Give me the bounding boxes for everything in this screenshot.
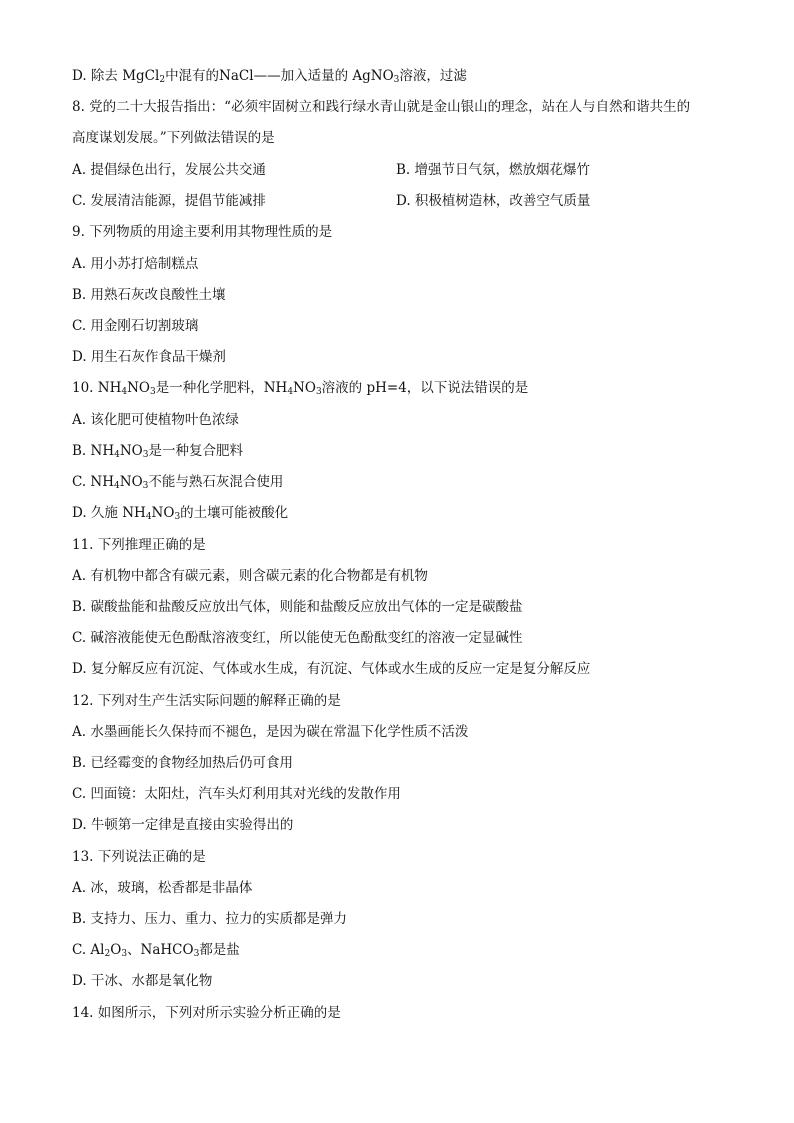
q12-option-a: A. 水墨画能长久保持而不褪色，是因为碳在常温下化学性质不活泼 [72,724,469,740]
q8-option-b: B. 增强节日气氛，燃放烟花爆竹 [396,162,591,178]
q10-stem: 10. $NH_4NO_3$是一种化学肥料，$NH_4NO_3$溶液的 pH=4，以下说法错误的是 [72,380,529,397]
q11-option-a: A. 有机物中都含有碳元素，则含碳元素的化合物都是有机物 [72,568,428,584]
q10-option-c: C. $NH_4NO_3$不能与熟石灰混合使用 [72,474,284,491]
q12-option-c: C. 凹面镜：太阳灶，汽车头灯利用其对光线的发散作用 [72,786,401,802]
q12-stem: 12. 下列对生产生活实际问题的解释正确的是 [72,693,341,709]
q9-option-b: B. 用熟石灰改良酸性土壤 [72,287,226,303]
q11-option-c: C. 碱溶液能使无色酚酞溶液变红，所以能使无色酚酞变红的溶液一定显碱性 [72,630,523,646]
q7-option-d: D. 除去 MgCl$_2$中混有的NaCl——加入适量的 AgNO$_3$溶液，过滤 [72,68,467,85]
q9-stem: 9. 下列物质的用途主要利用其物理性质的是 [72,224,333,240]
q8-stem-line2: 高度谋划发展。”下列做法错误的是 [72,130,275,146]
q13-stem: 13. 下列说法正确的是 [72,849,206,865]
q10-option-d: D. 久施 $NH_4NO_3$的土壤可能被酸化 [72,505,289,522]
q10-option-b: B. $NH_4NO_3$是一种复合肥料 [72,443,243,460]
q12-option-b: B. 已经霉变的食物经加热后仍可食用 [72,755,294,771]
q10-option-a: A. 该化肥可使植物叶色浓绿 [72,412,239,428]
q11-stem: 11. 下列推理正确的是 [72,537,206,553]
q8-option-d: D. 积极植树造林，改善空气质量 [396,193,591,209]
q11-option-d: D. 复分解反应有沉淀、气体或水生成，有沉淀、气体或水生成的反应一定是复分解反应 [72,661,591,677]
q12-option-d: D. 牛顿第一定律是直接由实验得出的 [72,817,294,833]
q13-option-a: A. 冰，玻璃，松香都是非晶体 [72,880,253,896]
q14-stem: 14. 如图所示，下列对所示实验分析正确的是 [72,1005,341,1021]
q11-option-b: B. 碳酸盐能和盐酸反应放出气体，则能和盐酸反应放出气体的一定是碳酸盐 [72,599,523,615]
q9-option-d: D. 用生石灰作食品干燥剂 [72,349,226,365]
q9-option-a: A. 用小苏打焙制糕点 [72,256,199,272]
q9-option-c: C. 用金刚石切割玻璃 [72,318,199,334]
q8-option-c: C. 发展清洁能源，提倡节能减排 [72,193,266,209]
q8-stem-line1: 8. 党的二十大报告指出：“必须牢固树立和践行绿水青山就是金山银山的理念，站在人与自然和谐共生的 [72,99,691,115]
q13-option-b: B. 支持力、压力、重力、拉力的实质都是弹力 [72,911,348,927]
q13-option-c: C. $Al_2O_3$、NaHCO$_3$都是盐 [72,942,240,959]
q13-option-d: D. 干冰、水都是氧化物 [72,973,213,989]
q8-option-a: A. 提倡绿色出行，发展公共交通 [72,162,266,178]
